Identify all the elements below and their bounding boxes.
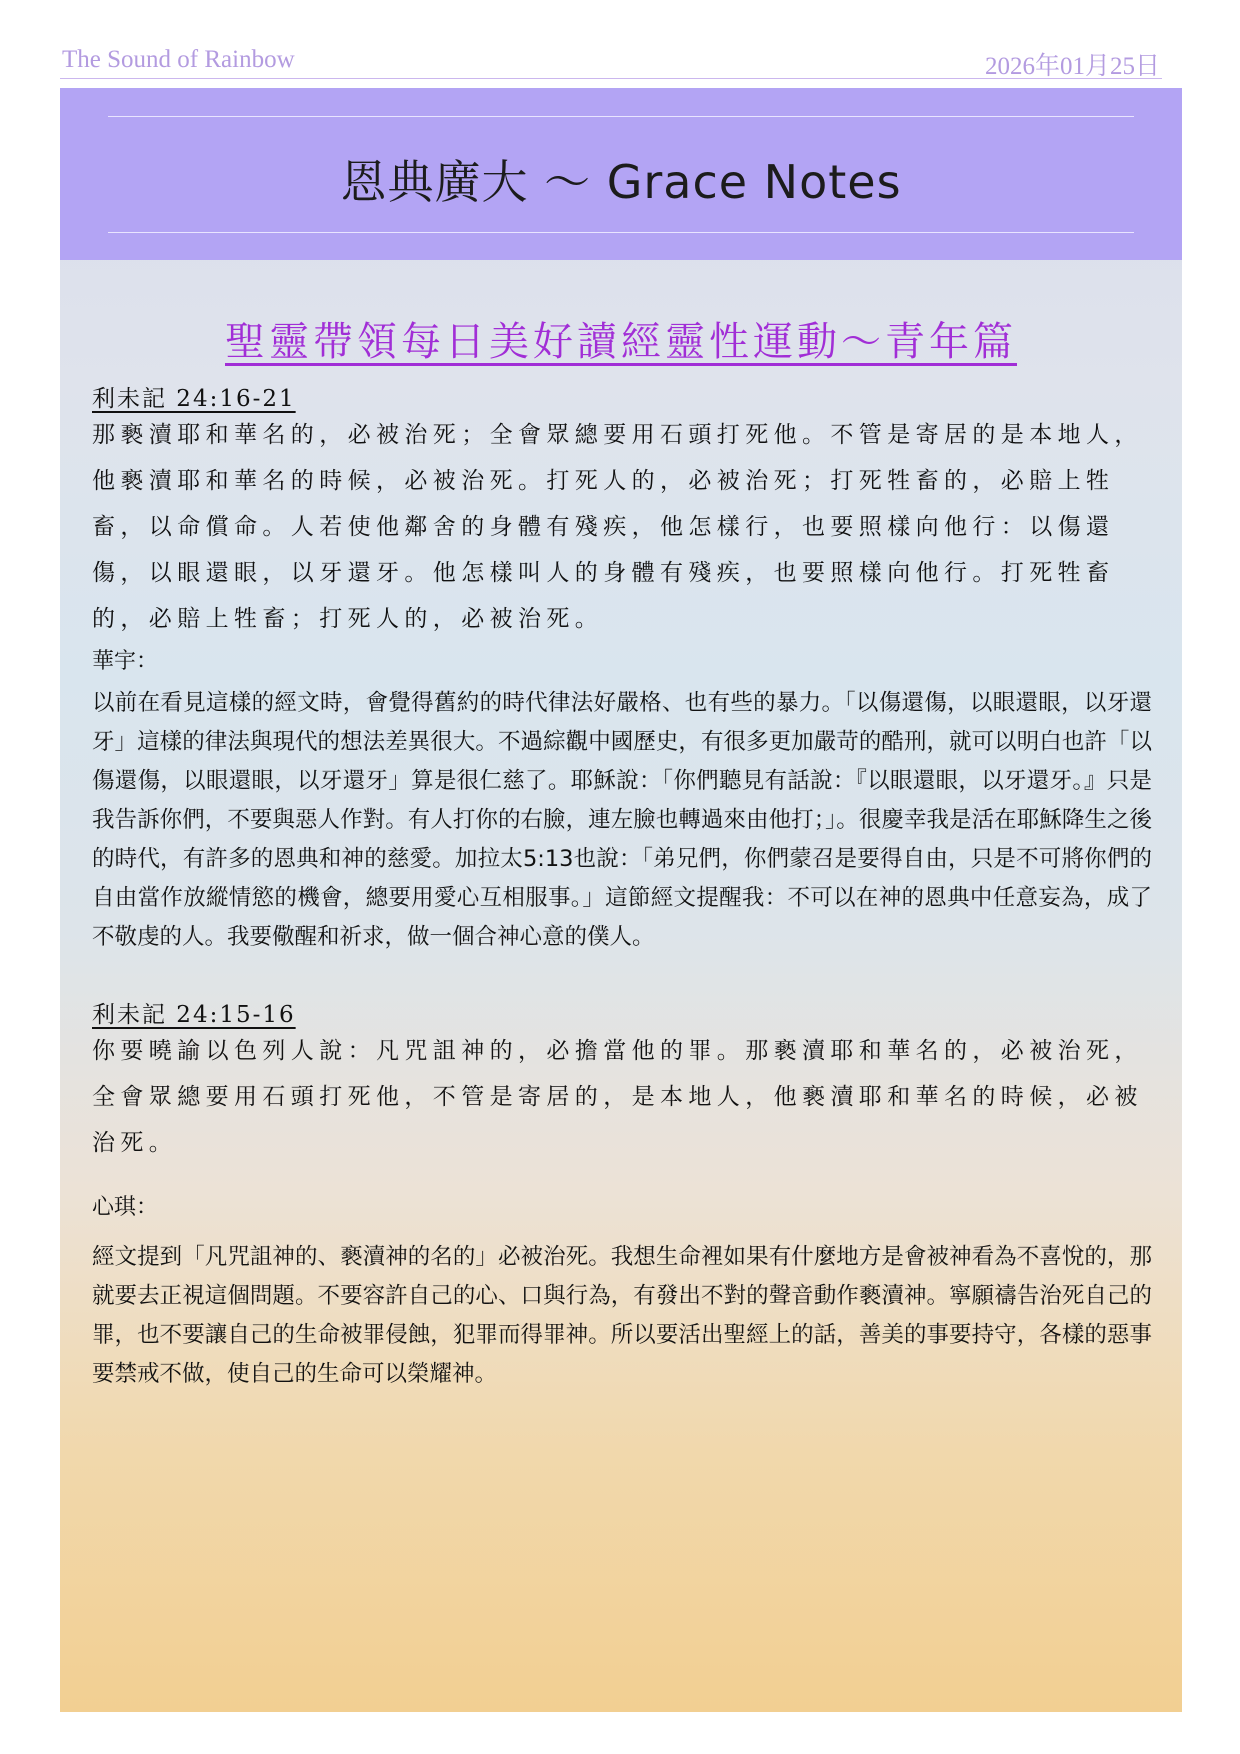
scripture-reference: 利未記 24:16-21 [92, 386, 296, 412]
speaker-label: 華宇： [92, 649, 159, 674]
scripture-text: 你要曉諭以色列人說：凡咒詛神的，必擔當他的罪。那褻瀆耶和華名的，必被治死，全會眾總要用石頭打死他，不管是寄居的，是本地人，他褻瀆耶和華名的時候，必被治死。 [92, 1038, 1143, 1156]
scripture-reference: 利未記 24:15-16 [92, 1002, 296, 1028]
banner-rule-bottom [108, 232, 1134, 233]
site-name: The Sound of Rainbow [62, 46, 295, 73]
speaker-label: 心琪： [92, 1195, 159, 1220]
scripture-text: 那褻瀆耶和華名的，必被治死；全會眾總要用石頭打死他。不管是寄居的是本地人，他褻瀆耶和華名的時候，必被治死。打死人的，必被治死；打死牲畜的，必賠上牲畜，以命償命。人若使他鄰舍的身體有殘疾，他怎樣行，也要照樣向他行：以傷還傷，以眼還眼，以牙還牙。他怎樣叫人的身體有殘疾，也要照樣向他行。打死牲畜的，必賠上牲畜；打死人的，必被治死。 [92, 422, 1143, 632]
page-frame [60, 88, 1182, 1712]
banner-rule-top [108, 116, 1134, 117]
running-header [60, 40, 1162, 79]
issue-date: 2026年01月25日 [984, 53, 1160, 80]
section-title: 聖靈帶領每日美好讀經靈性運動～青年篇 [225, 319, 1017, 365]
reflection-text: 以前在看見這樣的經文時，會覺得舊約的時代律法好嚴格、也有些的暴力。「以傷還傷，以眼還眼，以牙還牙」這樣的律法與現代的想法差異很大。不過綜觀中國歷史，有很多更加嚴苛的酷刑，就可以明白也許「以傷還傷，以眼還眼，以牙還牙」算是很仁慈了。耶穌說：「你們聽見有話說：『以眼還眼，以牙還牙。』只是我告訴你們，不要與惡人作對。有人打你的右臉，連左臉也轉過來由他打；」。很慶幸我是活在耶穌降生之後的時代，有許多的恩典和神的慈愛。加拉太5:13也說：「弟兄們，你們蒙召是要得自由，只是不可將你們的自由當作放縱情慾的機會，總要用愛心互相服事。」這節經文提醒我：不可以在神的恩典中任意妄為，成了不敬虔的人。我要儆醒和祈求，做一個合神心意的僕人。 [92, 690, 1152, 950]
title-banner [60, 88, 1182, 260]
reflection-text: 經文提到「凡咒詛神的、褻瀆神的名的」必被治死。我想生命裡如果有什麼地方是會被神看為不喜悅的，那就要去正視這個問題。不要容許自己的心、口與行為，有發出不對的聲音動作褻瀆神。寧願禱告治死自己的罪，也不要讓自己的生命被罪侵蝕，犯罪而得罪神。所以要活出聖經上的話，善美的事要持守，各樣的惡事要禁戒不做，使自己的生命可以榮耀神。 [92, 1244, 1152, 1387]
banner-title: 恩典廣大 ～ Grace Notes [340, 155, 902, 209]
